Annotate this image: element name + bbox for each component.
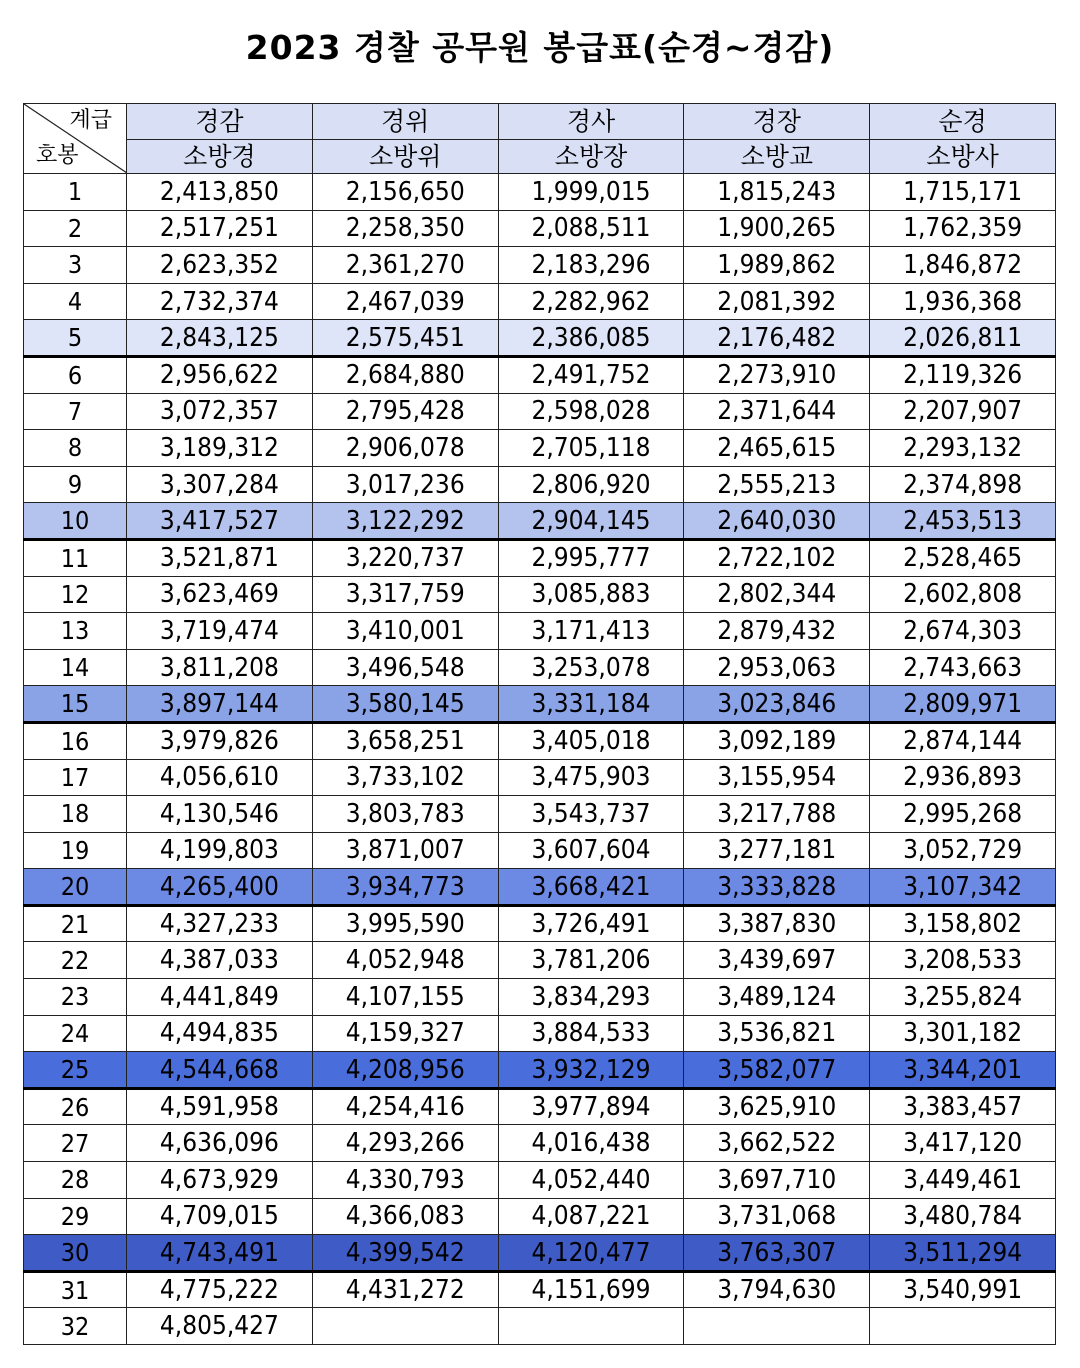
salary-cell: 4,016,438: [498, 1125, 684, 1162]
salary-cell: 2,361,270: [312, 247, 498, 284]
table-row: [24, 686, 1056, 723]
salary-cell: 4,087,221: [498, 1198, 684, 1235]
salary-cell: 3,344,201: [870, 1052, 1056, 1089]
police-rank-header: 경장: [684, 104, 870, 140]
step-cell: 28: [24, 1162, 127, 1199]
salary-cell: 2,491,752: [498, 356, 684, 393]
salary-cell: 2,995,268: [870, 796, 1056, 833]
salary-cell: 2,953,063: [684, 649, 870, 686]
step-cell: 8: [24, 430, 127, 467]
salary-cell: 3,331,184: [498, 686, 684, 723]
salary-cell: 3,582,077: [684, 1052, 870, 1089]
table-row: [24, 613, 1056, 650]
salary-cell: 3,277,181: [684, 832, 870, 869]
salary-cell: 3,540,991: [870, 1271, 1056, 1308]
salary-cell: 3,607,604: [498, 832, 684, 869]
salary-cell: 2,293,132: [870, 430, 1056, 467]
salary-cell: 3,417,120: [870, 1125, 1056, 1162]
table-row: [24, 503, 1056, 540]
salary-cell: 3,307,284: [127, 466, 313, 503]
salary-cell: 2,081,392: [684, 283, 870, 320]
salary-cell: 2,258,350: [312, 210, 498, 247]
salary-cell: 3,122,292: [312, 503, 498, 540]
salary-cell: 2,176,482: [684, 320, 870, 357]
salary-cell: [684, 1308, 870, 1345]
salary-cell: 2,026,811: [870, 320, 1056, 357]
salary-cell: 1,936,368: [870, 283, 1056, 320]
step-cell: 2: [24, 210, 127, 247]
salary-cell: 1,762,359: [870, 210, 1056, 247]
police-rank-header: 경사: [498, 104, 684, 140]
salary-cell: 4,387,033: [127, 942, 313, 979]
salary-cell: 2,517,251: [127, 210, 313, 247]
salary-cell: 2,809,971: [870, 686, 1056, 723]
salary-cell: 4,636,096: [127, 1125, 313, 1162]
salary-cell: 2,806,920: [498, 466, 684, 503]
step-cell: 15: [24, 686, 127, 723]
salary-cell: 3,662,522: [684, 1125, 870, 1162]
salary-cell: 3,719,474: [127, 613, 313, 650]
salary-cell: 3,934,773: [312, 869, 498, 906]
salary-table: [23, 103, 1056, 1345]
salary-cell: 3,052,729: [870, 832, 1056, 869]
salary-cell: 2,795,428: [312, 393, 498, 430]
salary-cell: 3,387,830: [684, 905, 870, 942]
step-cell: 29: [24, 1198, 127, 1235]
salary-cell: 1,846,872: [870, 247, 1056, 284]
salary-cell: 3,417,527: [127, 503, 313, 540]
salary-cell: 4,743,491: [127, 1235, 313, 1272]
salary-cell: 2,371,644: [684, 393, 870, 430]
step-cell: 23: [24, 979, 127, 1016]
salary-cell: 2,413,850: [127, 174, 313, 211]
police-rank-header: 경감: [127, 104, 313, 140]
salary-cell: 2,684,880: [312, 356, 498, 393]
salary-cell: 2,602,808: [870, 576, 1056, 613]
step-cell: 14: [24, 649, 127, 686]
table-row: [24, 393, 1056, 430]
salary-cell: 3,208,533: [870, 942, 1056, 979]
table-row: [24, 466, 1056, 503]
salary-cell: 3,811,208: [127, 649, 313, 686]
corner-cell: [24, 104, 127, 174]
salary-cell: 3,536,821: [684, 1015, 870, 1052]
salary-cell: 3,317,759: [312, 576, 498, 613]
step-cell: 21: [24, 905, 127, 942]
step-cell: 18: [24, 796, 127, 833]
salary-cell: 2,722,102: [684, 539, 870, 576]
salary-cell: 3,884,533: [498, 1015, 684, 1052]
step-cell: 1: [24, 174, 127, 211]
salary-cell: 3,072,357: [127, 393, 313, 430]
step-cell: 17: [24, 759, 127, 796]
salary-cell: 4,399,542: [312, 1235, 498, 1272]
salary-cell: 4,052,948: [312, 942, 498, 979]
salary-cell: [498, 1308, 684, 1345]
salary-cell: 2,732,374: [127, 283, 313, 320]
salary-cell: 4,431,272: [312, 1271, 498, 1308]
salary-cell: 3,475,903: [498, 759, 684, 796]
salary-cell: 2,575,451: [312, 320, 498, 357]
salary-cell: 1,999,015: [498, 174, 684, 211]
salary-cell: 3,220,737: [312, 539, 498, 576]
salary-cell: 3,189,312: [127, 430, 313, 467]
salary-cell: 4,805,427: [127, 1308, 313, 1345]
salary-cell: 3,763,307: [684, 1235, 870, 1272]
salary-table-header: [24, 104, 1056, 174]
salary-cell: 4,330,793: [312, 1162, 498, 1199]
salary-cell: 2,640,030: [684, 503, 870, 540]
salary-cell: 2,207,907: [870, 393, 1056, 430]
step-cell: 13: [24, 613, 127, 650]
salary-cell: 1,900,265: [684, 210, 870, 247]
salary-cell: 4,159,327: [312, 1015, 498, 1052]
salary-cell: 2,843,125: [127, 320, 313, 357]
salary-cell: 1,715,171: [870, 174, 1056, 211]
step-cell: 12: [24, 576, 127, 613]
salary-cell: 4,775,222: [127, 1271, 313, 1308]
salary-cell: 3,253,078: [498, 649, 684, 686]
step-cell: 27: [24, 1125, 127, 1162]
salary-cell: 4,366,083: [312, 1198, 498, 1235]
salary-cell: 3,155,954: [684, 759, 870, 796]
fire-rank-header-row: [24, 139, 1056, 174]
salary-cell: 2,879,432: [684, 613, 870, 650]
step-cell: 5: [24, 320, 127, 357]
salary-cell: 3,107,342: [870, 869, 1056, 906]
salary-cell: 3,023,846: [684, 686, 870, 723]
salary-cell: 2,088,511: [498, 210, 684, 247]
step-cell: 19: [24, 832, 127, 869]
step-cell: 11: [24, 539, 127, 576]
table-row: [24, 759, 1056, 796]
salary-cell: 4,208,956: [312, 1052, 498, 1089]
table-row: [24, 539, 1056, 576]
salary-cell: 3,625,910: [684, 1088, 870, 1125]
salary-cell: 3,255,824: [870, 979, 1056, 1016]
table-row: [24, 1198, 1056, 1235]
salary-cell: 3,521,871: [127, 539, 313, 576]
salary-cell: 3,834,293: [498, 979, 684, 1016]
step-cell: 9: [24, 466, 127, 503]
salary-cell: 4,107,155: [312, 979, 498, 1016]
salary-cell: 1,989,862: [684, 247, 870, 284]
salary-cell: 2,995,777: [498, 539, 684, 576]
salary-cell: 3,580,145: [312, 686, 498, 723]
step-cell: 24: [24, 1015, 127, 1052]
step-cell: 25: [24, 1052, 127, 1089]
salary-cell: 2,273,910: [684, 356, 870, 393]
salary-cell: 3,405,018: [498, 722, 684, 759]
table-row: [24, 1308, 1056, 1345]
salary-cell: 2,555,213: [684, 466, 870, 503]
step-cell: 3: [24, 247, 127, 284]
fire-rank-header: 소방사: [870, 139, 1056, 174]
salary-cell: 2,467,039: [312, 283, 498, 320]
salary-cell: 2,183,296: [498, 247, 684, 284]
salary-cell: 4,120,477: [498, 1235, 684, 1272]
salary-cell: 3,871,007: [312, 832, 498, 869]
salary-cell: 3,543,737: [498, 796, 684, 833]
fire-rank-header: 소방위: [312, 139, 498, 174]
salary-cell: 3,668,421: [498, 869, 684, 906]
salary-cell: 3,781,206: [498, 942, 684, 979]
salary-cell: 3,383,457: [870, 1088, 1056, 1125]
salary-cell: 3,017,236: [312, 466, 498, 503]
salary-cell: 1,815,243: [684, 174, 870, 211]
table-row: [24, 283, 1056, 320]
salary-cell: [312, 1308, 498, 1345]
salary-cell: 3,979,826: [127, 722, 313, 759]
table-row: [24, 1015, 1056, 1052]
table-row: [24, 1088, 1056, 1125]
table-row: [24, 649, 1056, 686]
step-cell: 16: [24, 722, 127, 759]
salary-cell: 2,743,663: [870, 649, 1056, 686]
table-row: [24, 905, 1056, 942]
salary-cell: 3,731,068: [684, 1198, 870, 1235]
police-rank-header: 경위: [312, 104, 498, 140]
salary-cell: 2,598,028: [498, 393, 684, 430]
salary-table-body: [24, 174, 1056, 1345]
salary-cell: 3,439,697: [684, 942, 870, 979]
salary-cell: 2,874,144: [870, 722, 1056, 759]
salary-cell: 4,052,440: [498, 1162, 684, 1199]
table-row: [24, 1271, 1056, 1308]
salary-cell: 4,254,416: [312, 1088, 498, 1125]
salary-cell: 2,282,962: [498, 283, 684, 320]
table-row: [24, 869, 1056, 906]
salary-cell: 2,119,326: [870, 356, 1056, 393]
salary-cell: 4,151,699: [498, 1271, 684, 1308]
page-title: 2023 경찰 공무원 봉급표(순경~경감): [245, 28, 835, 67]
salary-cell: 3,410,001: [312, 613, 498, 650]
salary-cell: 3,158,802: [870, 905, 1056, 942]
step-cell: 26: [24, 1088, 127, 1125]
salary-cell: 3,658,251: [312, 722, 498, 759]
salary-cell: 2,705,118: [498, 430, 684, 467]
salary-cell: 4,591,958: [127, 1088, 313, 1125]
step-cell: 4: [24, 283, 127, 320]
table-row: [24, 1125, 1056, 1162]
table-row: [24, 1162, 1056, 1199]
salary-cell: 3,803,783: [312, 796, 498, 833]
table-row: [24, 576, 1056, 613]
step-cell: 10: [24, 503, 127, 540]
table-row: [24, 722, 1056, 759]
salary-cell: 3,623,469: [127, 576, 313, 613]
salary-cell: 4,199,803: [127, 832, 313, 869]
salary-cell: 4,709,015: [127, 1198, 313, 1235]
salary-cell: 3,794,630: [684, 1271, 870, 1308]
salary-cell: 4,494,835: [127, 1015, 313, 1052]
salary-cell: 3,496,548: [312, 649, 498, 686]
fire-rank-header: 소방경: [127, 139, 313, 174]
salary-cell: 2,623,352: [127, 247, 313, 284]
salary-cell: 2,956,622: [127, 356, 313, 393]
table-row: [24, 796, 1056, 833]
salary-cell: 4,130,546: [127, 796, 313, 833]
step-cell: 6: [24, 356, 127, 393]
salary-cell: [870, 1308, 1056, 1345]
salary-cell: 3,085,883: [498, 576, 684, 613]
table-row: [24, 320, 1056, 357]
salary-cell: 3,301,182: [870, 1015, 1056, 1052]
salary-cell: 3,977,894: [498, 1088, 684, 1125]
corner-step-label: 호봉: [36, 143, 79, 168]
salary-cell: 4,441,849: [127, 979, 313, 1016]
salary-cell: 3,480,784: [870, 1198, 1056, 1235]
rank-header-row: [24, 104, 1056, 140]
table-row: [24, 979, 1056, 1016]
salary-cell: 3,726,491: [498, 905, 684, 942]
salary-cell: 2,374,898: [870, 466, 1056, 503]
salary-cell: 3,333,828: [684, 869, 870, 906]
salary-cell: 4,327,233: [127, 905, 313, 942]
salary-cell: 2,906,078: [312, 430, 498, 467]
salary-cell: 2,386,085: [498, 320, 684, 357]
salary-cell: 3,995,590: [312, 905, 498, 942]
salary-cell: 4,544,668: [127, 1052, 313, 1089]
table-row: [24, 832, 1056, 869]
salary-cell: 3,897,144: [127, 686, 313, 723]
table-row: [24, 356, 1056, 393]
salary-cell: 3,511,294: [870, 1235, 1056, 1272]
salary-cell: 3,733,102: [312, 759, 498, 796]
table-row: [24, 174, 1056, 211]
salary-cell: 3,449,461: [870, 1162, 1056, 1199]
table-row: [24, 247, 1056, 284]
salary-cell: 4,265,400: [127, 869, 313, 906]
salary-cell: 4,673,929: [127, 1162, 313, 1199]
step-cell: 30: [24, 1235, 127, 1272]
table-row: [24, 1235, 1056, 1272]
salary-cell: 4,293,266: [312, 1125, 498, 1162]
salary-cell: 2,936,893: [870, 759, 1056, 796]
salary-cell: 2,904,145: [498, 503, 684, 540]
table-row: [24, 430, 1056, 467]
fire-rank-header: 소방교: [684, 139, 870, 174]
salary-cell: 2,156,650: [312, 174, 498, 211]
salary-cell: 3,697,710: [684, 1162, 870, 1199]
table-row: [24, 210, 1056, 247]
salary-cell: 2,674,303: [870, 613, 1056, 650]
police-rank-header: 순경: [870, 104, 1056, 140]
salary-cell: 4,056,610: [127, 759, 313, 796]
table-row: [24, 942, 1056, 979]
fire-rank-header: 소방장: [498, 139, 684, 174]
step-cell: 32: [24, 1308, 127, 1345]
salary-cell: 3,932,129: [498, 1052, 684, 1089]
salary-cell: 3,092,189: [684, 722, 870, 759]
salary-cell: 3,217,788: [684, 796, 870, 833]
salary-cell: 3,171,413: [498, 613, 684, 650]
salary-cell: 2,465,615: [684, 430, 870, 467]
step-cell: 31: [24, 1271, 127, 1308]
step-cell: 7: [24, 393, 127, 430]
step-cell: 22: [24, 942, 127, 979]
table-row: [24, 1052, 1056, 1089]
corner-rank-label: 계급: [69, 108, 112, 133]
salary-cell: 2,528,465: [870, 539, 1056, 576]
salary-cell: 3,489,124: [684, 979, 870, 1016]
step-cell: 20: [24, 869, 127, 906]
salary-cell: 2,802,344: [684, 576, 870, 613]
salary-cell: 2,453,513: [870, 503, 1056, 540]
